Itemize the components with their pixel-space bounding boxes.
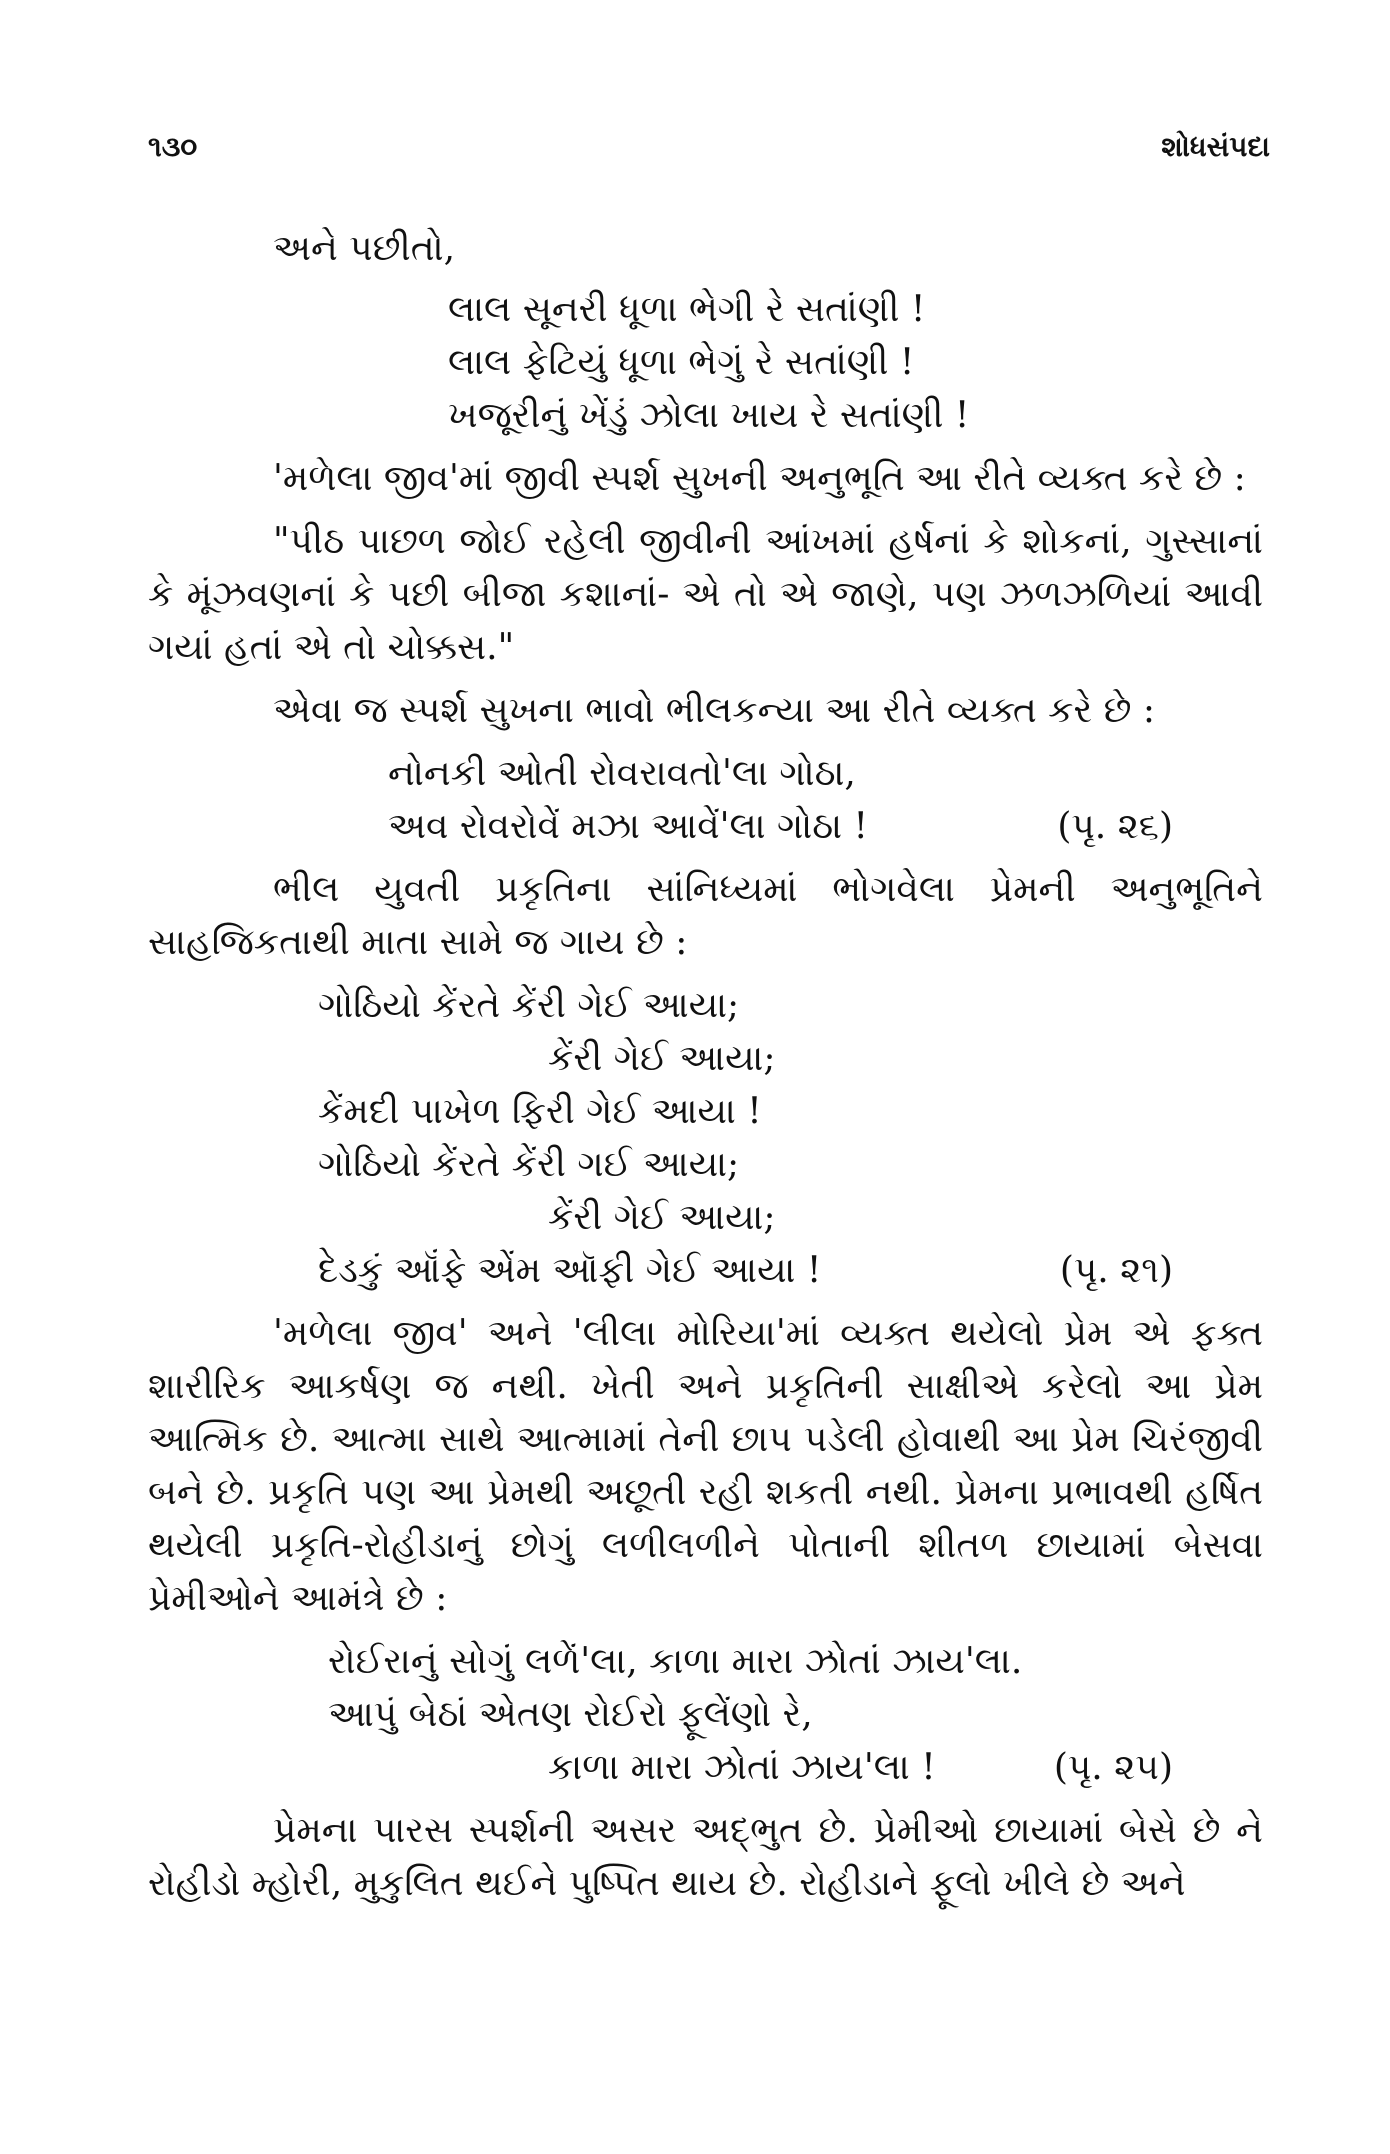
song-4-line-2: આપું બેઠાં એતણ રોઈરો ફૂલેંણો રે, [328,1694,813,1735]
paragraph-2: એવા જ સ્પર્શ સુખના ભાવો ભીલકન્યા આ રીતે વ્યક્ત કરે છે : [273,690,1156,731]
song-4-page-reference: (પૃ. ૨૫) [1053,1747,1173,1788]
song-3-line-1: ગોઠિયો કેંરતે કેંરી ગેઈ આયા; [318,985,740,1026]
song-4-line-1: રોઈરાનું સોગું લળેં'લા, કાળા મારા ઝોતાં ઝાય'લા. [328,1641,1023,1682]
song-3 [148,979,1263,1297]
song-2 [148,747,1263,853]
song-3-line-6 [148,1244,1263,1297]
paragraph-1: 'મળેલા જીવ'માં જીવી સ્પર્શ સુખની અનુભૂતિ આ રીતે વ્યક્ત કરે છે : [273,458,1246,499]
song-3-page-reference: (પૃ. ૨૧) [1059,1250,1173,1291]
running-title: શોધસંપદા [1161,130,1270,163]
song-4 [148,1635,1263,1794]
song-2-page-reference: (પૃ. ૨૬) [1057,806,1173,847]
song-2-line-2-text: અવ રોવરોવેં મઝા આવેં'લા ગોઠા ! [388,806,868,847]
quote-1: "પીઠ પાછળ જોઈ રહેલી જીવીની આંખમાં હર્ષનાં કે શોકનાં, ગુસ્સાનાં કે મૂંઝવણનાં કે પછી બીજા કશાનાં- એ તો એ જાણે, પણ ઝળઝળિયાં આવી ગયાં હતાં એ તો ચોક્કસ." [148,521,1263,668]
song-3-line-6-text: દેડકું ઑંફે એંમ ઑફી ગેઈ આયા ! [318,1250,822,1291]
song-1 [148,283,1263,442]
song-1-line-3: ખજૂરીનું ખેંડું ઝોલા ખાય રે સતાંણી ! [448,395,970,436]
paragraph-5: પ્રેમના પારસ સ્પર્શની અસર અદ્ભુત છે. પ્રેમીઓ છાયામાં બેસે છે ને રોહીડો મ્હોરી, મુકુલિત થઈને પુષ્પિત થાય છે. રોહીડાને ફૂલો ખીલે છે અને [148,1810,1263,1904]
song-2-line-1: નોનકી ઓતી રોવરાવતો'લા ગોઠા, [388,753,856,794]
paragraph-4: 'મળેલા જીવ' અને 'લીલા મોરિયા'માં વ્યક્ત થયેલો પ્રેમ એ ફક્ત શારીરિક આકર્ષણ જ નથી. ખેતી અને પ્રકૃતિની સાક્ષીએ કરેલો આ પ્રેમ આત્મિક છે. આત્મા સાથે આત્મામાં તેની છાપ પડેલી હોવાથી આ પ્રેમ ચિરંજીવી બને છે. પ્રકૃતિ પણ આ પ્રેમથી અછૂતી રહી શકતી નથી. પ્રેમના પ્રભાવથી હર્ષિત થયેલી પ્રકૃતિ-રોહીડાનું છોગું લળીલળીને પોતાની શીતળ છાયામાં બેસવા પ્રેમીઓને આમંત્રે છે : [148,1313,1263,1619]
song-3-line-5: કેંરી ગેઈ આયા; [548,1197,776,1238]
song-1-line-2: લાલ ફેટિયું ધૂળા ભેગું રે સતાંણી ! [448,342,915,383]
song-3-line-2: કેંરી ગેઈ આયા; [548,1038,776,1079]
paragraph-3: ભીલ યુવતી પ્રકૃતિના સાંનિધ્યમાં ભોગવેલા પ્રેમની અનુભૂતિને સાહજિકતાથી માતા સામે જ ગાય છે : [148,869,1263,963]
page-number: ૧૩૦ [148,130,198,163]
song-2-line-2 [148,800,1263,853]
page-header [148,130,1270,180]
song-4-line-3 [148,1741,1263,1794]
intro-line: અને પછીતો, [273,228,456,269]
body-text [148,222,1263,1920]
song-4-line-3-text: કાળા મારા ઝોતાં ઝાય'લા ! [548,1747,936,1788]
song-1-line-1: લાલ સૂનરી ધૂળા ભેગી રે સતાંણી ! [448,289,926,330]
song-3-line-4: ગોઠિયો કેંરતે કેંરી ગઈ આયા; [318,1144,740,1185]
song-3-line-3: કેંમદી પાખેળ ફિરી ગેઈ આયા ! [318,1091,762,1132]
